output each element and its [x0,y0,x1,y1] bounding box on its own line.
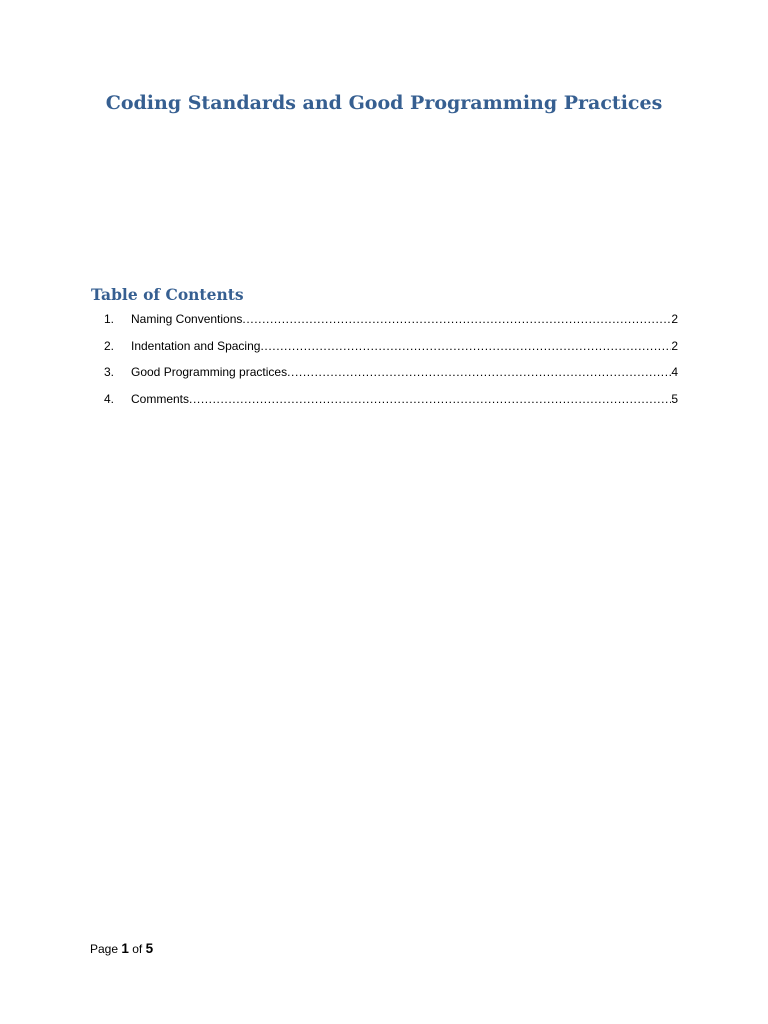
page-footer [90,941,153,956]
toc-entry-page[interactable]: 2 [671,338,678,353]
document-title: Coding Standards and Good Programming Practices [105,92,663,114]
toc-dot-leader [242,306,671,333]
toc-heading: Table of Contents [91,285,244,304]
toc-entry-number: 1. [104,312,115,326]
toc-entry-page[interactable]: 2 [671,312,678,326]
toc-entry-page[interactable]: 4 [671,365,678,379]
toc-entry-good-programming-practices[interactable] [91,359,678,386]
toc-entry-label[interactable]: Naming Conventions [131,312,243,326]
table-of-contents [91,306,678,412]
toc-entry-comments[interactable] [91,386,678,413]
toc-entry-number: 2. [104,338,115,353]
footer-of-word: of [132,942,143,956]
toc-entry-label[interactable]: Comments [131,391,190,406]
toc-entry-number: 3. [104,365,115,379]
footer-current-page: 1 [121,941,129,956]
footer-total-pages: 5 [145,941,154,956]
toc-entry-naming-conventions[interactable] [91,306,678,333]
toc-dot-leader [287,359,671,386]
toc-entry-indentation-and-spacing[interactable] [91,333,678,360]
toc-entry-label[interactable]: Good Programming practices [131,365,288,379]
footer-page-word: Page [90,942,119,956]
toc-dot-leader [189,386,671,413]
toc-entry-page[interactable]: 5 [671,391,678,406]
toc-dot-leader [260,333,671,360]
toc-entry-number: 4. [104,391,115,406]
toc-entry-label[interactable]: Indentation and Spacing [131,338,261,353]
